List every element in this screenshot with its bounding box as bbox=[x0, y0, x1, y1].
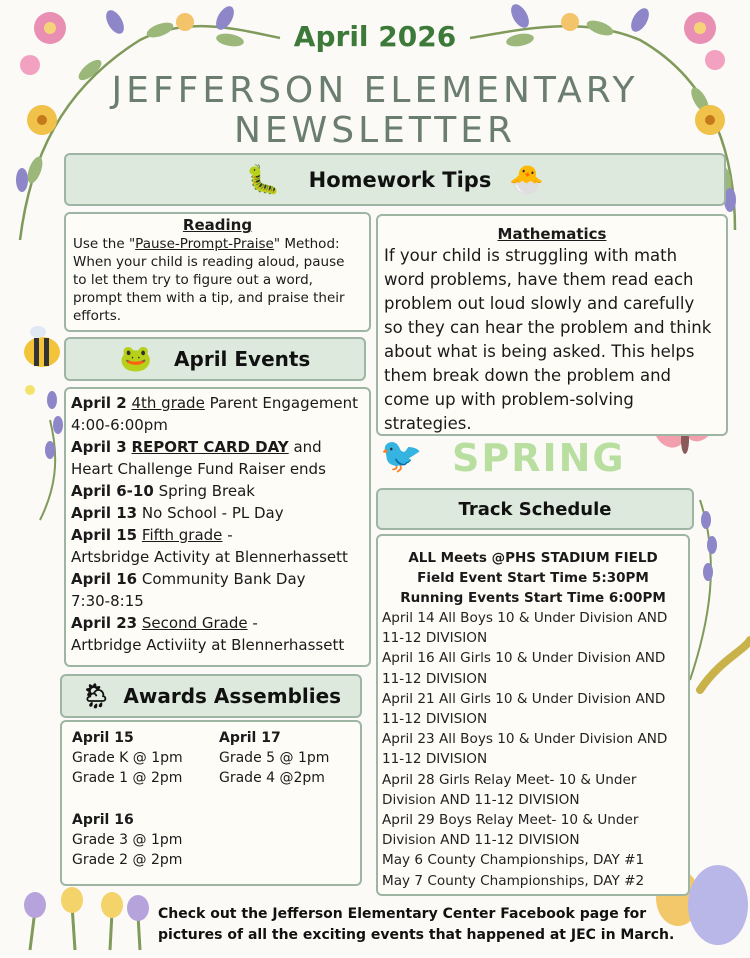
award-line: Grade 2 @ 2pm bbox=[72, 852, 183, 868]
event-date: April 3 bbox=[71, 438, 127, 456]
footer-line: pictures of all the exciting events that happened at JEC in March. bbox=[158, 927, 675, 943]
math-line: word problems, have them read each bbox=[384, 270, 694, 289]
award-line: Grade 5 @ 1pm bbox=[219, 750, 330, 766]
event-line bbox=[71, 568, 364, 590]
events-list bbox=[71, 392, 364, 656]
track-line: April 14 All Boys 10 & Under Division AND bbox=[382, 610, 668, 626]
event-date: April 6-10 bbox=[71, 482, 154, 500]
track-meet-line: Running Events Start Time 6:00PM bbox=[400, 590, 666, 606]
track-line: April 21 All Girls 10 & Under Division AND bbox=[382, 690, 666, 707]
event-text: Artbridge Activiity at Blennerhassett bbox=[71, 636, 345, 654]
track-line: 11-12 DIVISION bbox=[382, 670, 488, 687]
award-line: Grade 3 @ 1pm bbox=[72, 832, 183, 848]
footer-line: Check out the Jefferson Elementary Center Facebook page for bbox=[158, 906, 647, 922]
reading-line: prompt them with a tip, and praise their bbox=[73, 290, 345, 306]
event-date: April 13 bbox=[71, 504, 138, 522]
award-line: Grade K @ 1pm bbox=[72, 750, 183, 766]
event-text: Spring Break bbox=[158, 482, 255, 500]
award-group bbox=[72, 728, 183, 788]
reading-text bbox=[73, 235, 362, 325]
event-line bbox=[71, 414, 364, 436]
math-line: problem out loud slowly and carefully bbox=[384, 294, 695, 313]
event-highlight: REPORT CARD DAY bbox=[131, 438, 289, 456]
awards-header bbox=[60, 674, 362, 718]
event-line bbox=[71, 524, 364, 546]
event-highlight: Fifth grade bbox=[141, 526, 223, 544]
april-events-header bbox=[64, 337, 366, 381]
track-list bbox=[382, 608, 684, 891]
april-events-box bbox=[64, 387, 371, 667]
track-line: 11-12 DIVISION bbox=[382, 630, 488, 647]
event-line bbox=[71, 392, 364, 414]
award-group bbox=[219, 728, 329, 788]
reading-method: Pause-Prompt-Praise bbox=[135, 236, 274, 252]
awards-title: Awards Assemblies bbox=[123, 684, 342, 708]
event-highlight: Second Grade bbox=[141, 614, 248, 632]
track-line: Division AND 11-12 DIVISION bbox=[382, 791, 580, 808]
event-line bbox=[71, 436, 364, 458]
event-text: Parent Engagement bbox=[204, 394, 359, 412]
track-meet-line: ALL Meets @PHS STADIUM FIELD bbox=[408, 550, 658, 566]
newsletter-title-line1: JEFFERSON ELEMENTARY bbox=[111, 70, 639, 111]
math-box bbox=[376, 214, 728, 436]
reading-line: Use the "Pause-Prompt-Praise" Method: bbox=[73, 236, 340, 252]
award-group bbox=[72, 810, 182, 870]
spring-banner bbox=[372, 432, 642, 490]
april-events-title: April Events bbox=[174, 347, 311, 371]
math-line: about what is being asked. This helps bbox=[384, 342, 695, 361]
track-schedule-title: Track Schedule bbox=[458, 498, 612, 520]
event-date: April 16 bbox=[71, 570, 138, 588]
track-line: May 7 County Championships, DAY #2 bbox=[382, 872, 645, 889]
event-line bbox=[71, 612, 364, 634]
event-date: April 2 bbox=[71, 394, 127, 412]
reading-box bbox=[64, 212, 371, 332]
award-line: Grade 1 @ 2pm bbox=[72, 770, 183, 786]
track-meet-line: Field Event Start Time 5:30PM bbox=[417, 570, 649, 586]
math-heading: Mathematics bbox=[497, 225, 607, 243]
homework-tips-title: Homework Tips bbox=[308, 167, 492, 192]
event-line bbox=[71, 502, 364, 524]
track-meet-info bbox=[382, 548, 684, 608]
event-line bbox=[71, 458, 364, 480]
homework-tips-header bbox=[64, 153, 726, 206]
track-line: April 29 Boys Relay Meet- 10 & Under bbox=[382, 812, 639, 829]
event-highlight: 4th grade bbox=[131, 394, 205, 412]
event-text: No School - PL Day bbox=[141, 504, 284, 522]
caterpillar-icon: 🐛 bbox=[245, 163, 281, 196]
math-line: come up with problem-solving bbox=[384, 390, 634, 409]
math-text bbox=[384, 244, 720, 436]
event-text: Heart Challenge Fund Raiser ends bbox=[71, 460, 326, 478]
track-schedule-header bbox=[376, 488, 694, 530]
event-date: April 23 bbox=[71, 614, 138, 632]
frog-icon: 🐸 bbox=[119, 344, 153, 374]
math-line: them break down the problem and bbox=[384, 366, 672, 385]
reading-line: to let them try to figure out a word, bbox=[73, 272, 313, 288]
track-line: Division AND 11-12 DIVISION bbox=[382, 832, 580, 849]
event-line bbox=[71, 590, 364, 612]
math-line: If your child is struggling with math bbox=[384, 246, 678, 265]
track-line: 11-12 DIVISION bbox=[382, 711, 488, 728]
event-text: - bbox=[222, 526, 233, 544]
reading-line: efforts. bbox=[73, 308, 122, 324]
event-line bbox=[71, 634, 364, 656]
event-text: 7:30-8:15 bbox=[71, 592, 144, 610]
event-date: April 15 bbox=[71, 526, 138, 544]
spring-word: SPRING bbox=[452, 436, 626, 480]
track-line: May 6 County Championships, DAY #1 bbox=[382, 852, 645, 869]
footer-text bbox=[158, 904, 678, 946]
newsletter-month: April 2026 bbox=[293, 20, 457, 53]
event-text: Community Bank Day bbox=[141, 570, 306, 588]
event-text: 4:00-6:00pm bbox=[71, 416, 168, 434]
chick-egg-icon: 🐣 bbox=[509, 163, 545, 196]
event-text: - bbox=[247, 614, 258, 632]
track-line: April 23 All Boys 10 & Under Division AND bbox=[382, 731, 668, 748]
event-line bbox=[71, 546, 364, 568]
event-line bbox=[71, 480, 364, 502]
math-line: so they can hear the problem and think bbox=[384, 318, 712, 337]
track-line: April 16 All Girls 10 & Under Division AND bbox=[382, 650, 666, 667]
award-date: April 15 bbox=[72, 730, 134, 746]
award-line: Grade 4 @2pm bbox=[219, 770, 325, 786]
track-line: April 28 Girls Relay Meet- 10 & Under bbox=[382, 771, 637, 788]
awards-box bbox=[60, 720, 362, 886]
award-date: April 17 bbox=[219, 730, 281, 746]
award-date: April 16 bbox=[72, 812, 134, 828]
track-schedule-box bbox=[376, 534, 690, 896]
bird-icon: 🐦 bbox=[380, 436, 423, 476]
reading-heading: Reading bbox=[182, 216, 253, 234]
math-line: strategies. bbox=[384, 414, 472, 433]
event-text: and bbox=[288, 438, 322, 456]
bee-icon bbox=[24, 326, 60, 367]
event-text: Artsbridge Activity at Blennerhassett bbox=[71, 548, 348, 566]
track-line: 11-12 DIVISION bbox=[382, 751, 488, 768]
newsletter-title-line2: NEWSLETTER bbox=[233, 110, 517, 151]
cloud-rain-icon: 🌦 bbox=[80, 682, 112, 710]
reading-line: When your child is reading aloud, pause bbox=[73, 254, 345, 270]
